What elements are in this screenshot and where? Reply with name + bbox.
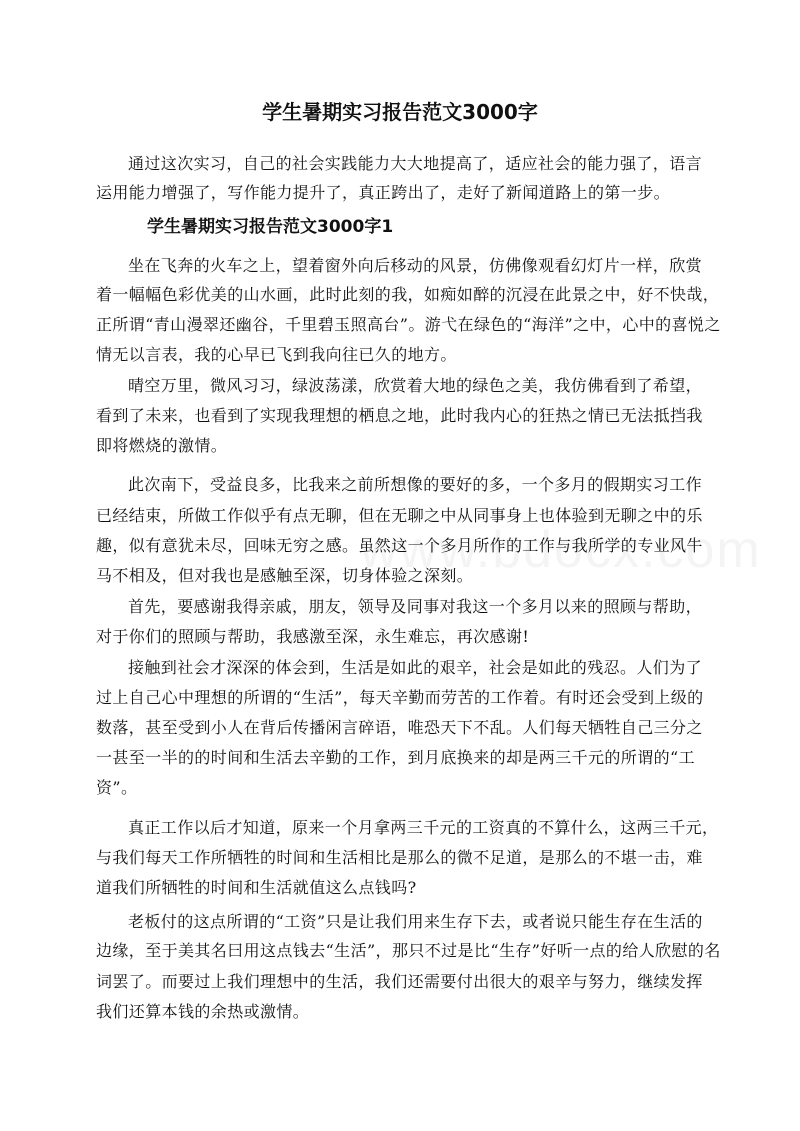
text-line: 一甚至一半的的时间和生活去辛勤的工作，到月底换来的却是两三千元的所谓的“工 [96, 748, 695, 767]
text-line: 马不相及，但对我也是感触至深，切身体验之深刻。 [96, 566, 474, 585]
text-line: 着一幅幅色彩优美的山水画，此时此刻的我，如痴如醉的沉浸在此景之中，好不快哉， [96, 285, 720, 304]
section-heading: 学生暑期实习报告范文3000字1 [147, 217, 394, 237]
text-line: 资”。 [96, 778, 138, 797]
text-line: 我们还算本钱的余热或激情。 [96, 1002, 310, 1021]
text-line: 道我们所牺牲的时间和生活就值这么点钱吗? [96, 878, 417, 897]
text-line: 过上自己心中理想的所谓的“生活”，每天辛勤而劳苦的工作着。有时还会受到上级的 [96, 688, 704, 707]
text-line: 坐在飞奔的火车之上，望着窗外向后移动的风景，仿佛像观看幻灯片一样，欣赏 [128, 256, 703, 275]
text-line: 晴空万里，微风习习，绿波荡漾，欣赏着大地的绿色之美，我仿佛看到了希望， [128, 376, 703, 395]
text-line: 已经结束，所做工作似乎有点无聊，但在无聊之中从同事身上也体验到无聊之中的乐 [96, 506, 703, 525]
text-line: 接触到社会才深深的体会到，生活是如此的艰辛，社会是如此的残忍。人们为了 [128, 658, 703, 677]
text-line: 看到了未来，也看到了实现我理想的栖息之地，此时我内心的狂热之情已无法抵挡我 [96, 406, 703, 425]
document-title: 学生暑期实习报告范文3000字 [262, 100, 538, 124]
text-line: 真正工作以后才知道，原来一个月拿两三千元的工资真的不算什么，这两三千元， [128, 818, 719, 837]
text-line: 趣，似有意犹未尽，回味无穷之感。虽然这一个多月所作的工作与我所学的专业风牛 [96, 536, 703, 555]
text-line: 通过这次实习，自己的社会实践能力大大地提高了，适应社会的能力强了，语言 [128, 154, 703, 173]
text-line: 对于你们的照顾与帮助，我感激至深，永生难忘，再次感谢! [96, 627, 530, 646]
text-line: 老板付的这点所谓的“工资”只是让我们用来生存下去，或者说只能生存在生活的 [128, 912, 703, 931]
text-line: 首先，要感谢我得亲戚，朋友，领导及同事对我这一个多月以来的照顾与帮助， [128, 597, 703, 616]
text-line: 词罢了。而要过上我们理想中的生活，我们还需要付出很大的艰辛与努力，继续发挥 [96, 972, 703, 991]
text-line: 与我们每天工作所牺牲的时间和生活相比是那么的微不足道，是那么的不堪一击，难 [96, 848, 703, 867]
text-line: 正所谓“青山漫翠还幽谷，千里碧玉照高台”。游弋在绿色的“海洋”之中，心中的喜悦之 [96, 315, 721, 334]
text-line: 此次南下，受益良多，比我来之前所想像的要好的多，一个多月的假期实习工作 [128, 475, 703, 494]
text-line: 运用能力增强了，写作能力提升了，真正跨出了，走好了新闻道路上的第一步。 [96, 183, 671, 202]
text-line: 情无以言表，我的心早已飞到我向往已久的地方。 [96, 345, 457, 364]
text-line: 数落，甚至受到小人在背后传播闲言碎语，唯恐天下不乱。人们每天牺牲自己三分之 [96, 718, 703, 737]
text-line: 即将燃烧的激情。 [96, 436, 228, 455]
text-line: 边缘，至于美其名曰用这点钱去“生活”，那只不过是比“生存”好听一点的给人欣慰的名 [96, 941, 721, 960]
